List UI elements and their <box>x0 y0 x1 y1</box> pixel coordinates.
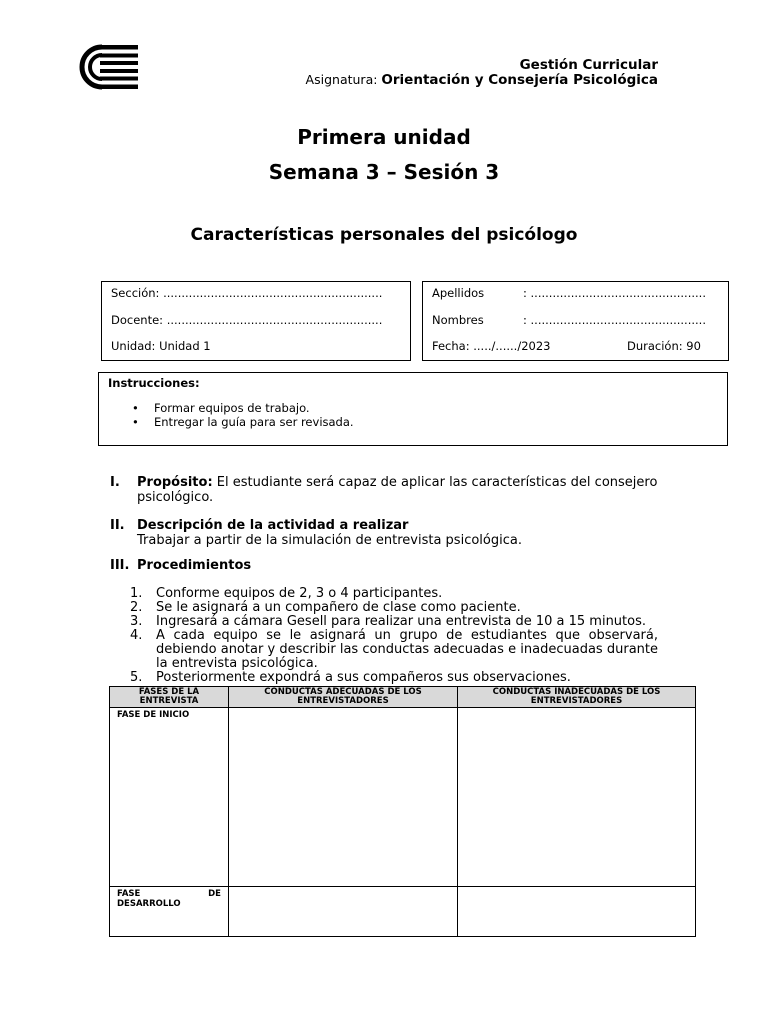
instructions-box <box>98 372 728 446</box>
asignatura-value: Orientación y Consejería Psicológica <box>381 72 658 88</box>
section-text: El estudiante será capaz de aplicar las características del consejero psicológico. <box>137 475 658 505</box>
adequate-cell[interactable] <box>229 708 458 887</box>
adequate-cell[interactable] <box>229 887 458 937</box>
procedure-item: 2. Se le asignará a un compañero de clase como paciente. <box>130 600 521 615</box>
table-header-row <box>110 687 696 708</box>
asignatura-label: Asignatura: <box>305 72 382 87</box>
phase-cell: FASE DE DESARROLLO <box>110 887 229 937</box>
procedure-item: 4. A cada equipo se le asignará un grupo de estudiantes que observará, debiendo anotar y describir las conductas adecuadas e inadecuadas durante la entrevista psicológica. <box>130 628 658 671</box>
student-info-box-left <box>101 281 411 361</box>
section-text: Trabajar a partir de la simulación de entrevista psicológica. <box>137 533 522 548</box>
table-row <box>110 708 696 887</box>
interview-observation-table <box>109 686 696 937</box>
column-header: CONDUCTAS INADECUADAS DE LOS ENTREVISTADORES <box>458 687 696 708</box>
inadequate-cell[interactable] <box>458 708 696 887</box>
docente-field[interactable]: Docente: ........................................................... <box>111 313 383 327</box>
procedure-item: 5. Posteriormente expondrá a sus compañeros sus observaciones. <box>130 670 571 685</box>
instruction-item: • Formar equipos de trabajo. <box>154 401 310 415</box>
column-header: CONDUCTAS ADECUADAS DE LOS ENTREVISTADORES <box>229 687 458 708</box>
section-number: III. <box>110 558 130 573</box>
section-number: I. <box>110 475 120 490</box>
header-curricular: Gestión Curricular <box>519 57 658 73</box>
section-procedimientos <box>110 558 670 574</box>
apellidos-label: Apellidos <box>432 286 485 300</box>
section-proposito <box>110 475 670 509</box>
inadequate-cell[interactable] <box>458 887 696 937</box>
duracion-field: Duración: 90 <box>627 339 701 353</box>
apellidos-field[interactable]: : ................................................ <box>523 286 706 300</box>
procedure-item: 3. Ingresará a cámara Gesell para realizar una entrevista de 10 a 15 minutos. <box>130 614 647 629</box>
header-asignatura <box>306 72 658 88</box>
section-number: II. <box>110 518 125 533</box>
fecha-field[interactable]: Fecha: ...../....../2023 <box>432 339 551 353</box>
column-header: FASES DE LA ENTREVISTA <box>110 687 229 708</box>
topic-title: Características personales del psicólogo <box>190 225 578 245</box>
nombres-label: Nombres <box>432 313 484 327</box>
table-row <box>110 887 696 937</box>
section-heading: Descripción de la actividad a realizar <box>137 518 409 533</box>
unidad-field: Unidad: Unidad 1 <box>111 339 211 353</box>
seccion-field[interactable]: Sección: ............................................................ <box>111 286 383 300</box>
section-heading: Propósito: <box>137 475 213 490</box>
unit-title: Primera unidad <box>297 125 471 149</box>
procedure-item: 1. Conforme equipos de 2, 3 o 4 participantes. <box>130 586 443 601</box>
institution-logo <box>72 44 140 90</box>
nombres-field[interactable]: : ................................................ <box>523 313 706 327</box>
student-info-box-right <box>422 281 729 361</box>
phase-cell: FASE DE INICIO <box>110 708 229 887</box>
section-descripcion <box>110 518 670 550</box>
instruction-item: • Entregar la guía para ser revisada. <box>154 415 354 429</box>
section-heading: Procedimientos <box>137 558 252 573</box>
instructions-title: Instrucciones: <box>108 376 200 390</box>
session-title: Semana 3 – Sesión 3 <box>268 160 500 184</box>
